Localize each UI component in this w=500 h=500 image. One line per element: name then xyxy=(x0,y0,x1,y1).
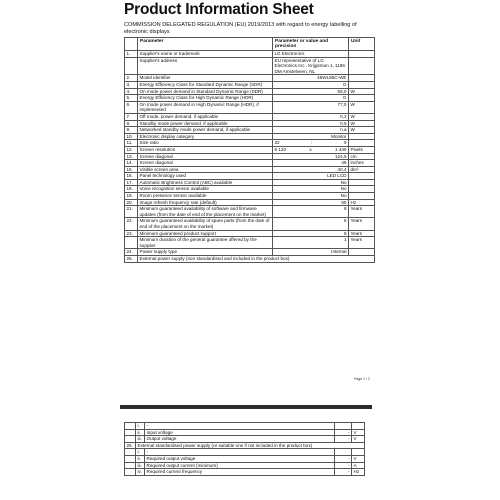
table-row xyxy=(125,95,375,102)
table-row xyxy=(125,423,365,430)
page-number: Page 1 / 2 xyxy=(354,377,370,381)
table-row xyxy=(125,436,365,443)
row-parameter: Minimum guaranteed product support xyxy=(138,230,273,237)
row-value: 77,0 xyxy=(273,101,349,113)
row-value: 1 xyxy=(273,237,349,249)
row-sub: ii. xyxy=(136,455,145,462)
row-value: EU representative of LG Electronics Inc., Krijgsman 1, 1186 DM Amstelveen, NL xyxy=(273,57,349,75)
row-number: 17. xyxy=(125,179,138,186)
row-parameter: Energy Efficiency Class for High Dynamic Range (HDR) xyxy=(138,95,273,102)
row-unit xyxy=(352,423,365,430)
row-unit: Hz xyxy=(352,469,365,476)
row-unit-val: - xyxy=(335,462,352,469)
row-number: 12. xyxy=(125,146,138,153)
row-parameter: Panel technology used xyxy=(138,173,273,180)
table-row xyxy=(125,133,375,140)
row-sub: iii. xyxy=(136,462,145,469)
table-row xyxy=(125,179,375,186)
row-unit: W xyxy=(349,120,375,127)
row-value: 0,5 xyxy=(273,120,349,127)
row-unit-val xyxy=(335,449,352,456)
row-number: 1. xyxy=(125,51,138,58)
row-unit xyxy=(349,57,375,75)
row-unit-val: - xyxy=(335,455,352,462)
row-parameter: Automatic Brightness Control (ABC) available xyxy=(138,179,273,186)
row-parameter: Supplier's address xyxy=(138,57,273,75)
row-param: Required output voltage xyxy=(145,455,335,462)
row-n xyxy=(125,455,136,462)
row-number: 22. xyxy=(125,218,138,230)
table-row xyxy=(125,81,375,88)
row-unit xyxy=(349,186,375,193)
row-value: LG Electronics xyxy=(273,51,349,58)
row-number: 5. xyxy=(125,95,138,102)
table-row xyxy=(125,173,375,180)
table-row xyxy=(125,75,375,82)
row-parameter: Room presence sensor available xyxy=(138,193,273,200)
table-row xyxy=(125,455,365,462)
row-value: 49 xyxy=(273,160,349,167)
row-number: 18. xyxy=(125,186,138,193)
row-unit: Years xyxy=(349,230,375,237)
row-number: 9. xyxy=(125,127,138,134)
row-value-part: : xyxy=(311,140,313,146)
row-unit: W xyxy=(349,127,375,134)
header-value: Parameter or value and precision xyxy=(273,38,349,51)
row-number: 21. xyxy=(125,206,138,218)
row-unit-val: - xyxy=(335,429,352,436)
row-value-part: 32 xyxy=(274,140,280,146)
row-number: 3. xyxy=(125,81,138,88)
row-value: Monitor xyxy=(273,133,349,140)
row-param: Output voltage xyxy=(145,436,335,443)
row-number: 20. xyxy=(125,199,138,206)
row-sub: iv. xyxy=(136,469,145,476)
table-row xyxy=(125,230,375,237)
row-value xyxy=(273,146,349,153)
row-unit-val: - xyxy=(335,469,352,476)
row-number: 23. xyxy=(125,230,138,237)
row-value: No xyxy=(273,193,349,200)
row-value xyxy=(273,140,349,147)
row-parameter: Model identifier xyxy=(138,75,273,82)
row-param: Required current frequency xyxy=(145,469,335,476)
row-value-part: 1 440 xyxy=(334,146,347,152)
row-param: Required output current (minimum) xyxy=(145,462,335,469)
row-value: 60 xyxy=(273,199,349,206)
row-value: 55,0 xyxy=(273,88,349,95)
row-number: 8. xyxy=(125,120,138,127)
row-unit xyxy=(349,249,375,256)
row-unit xyxy=(352,449,365,456)
row-unit-val xyxy=(335,423,352,430)
row-value: 0,3 xyxy=(273,113,349,120)
row-parameter: Minimum guaranteed availability of software and firmware updates (from the date of end of the placement on the market) xyxy=(138,206,273,218)
table-row xyxy=(125,153,375,160)
product-info-table xyxy=(124,37,375,263)
row-parameter: Electronic display category xyxy=(138,133,273,140)
row-n xyxy=(125,429,136,436)
row-value: 8 xyxy=(273,206,349,218)
table-body xyxy=(125,51,375,256)
row-value-part: x xyxy=(309,146,312,152)
row-unit xyxy=(349,75,375,82)
row-sub: ii. xyxy=(136,429,145,436)
page-title: Product Information Sheet xyxy=(124,1,314,18)
row-unit: Hz xyxy=(349,199,375,206)
row-parameter: On mode power demand in Standard Dynamic Range (SDR) xyxy=(138,88,273,95)
row-unit xyxy=(349,81,375,88)
row-parameter: Minimum guaranteed availability of spare parts (from the date of end of the placement on the market) xyxy=(138,218,273,230)
row-parameter: Voice recognition sensor available xyxy=(138,186,273,193)
row-n xyxy=(125,423,136,430)
row-parameter: Visible screen area xyxy=(138,166,273,173)
row-unit xyxy=(349,51,375,58)
row-param: - xyxy=(145,423,335,430)
table-row xyxy=(125,469,365,476)
row-value: 124,5 xyxy=(273,153,349,160)
row-number: 15. xyxy=(125,166,138,173)
table-row xyxy=(125,237,375,249)
row-number: 24. xyxy=(125,249,138,256)
row-param: - xyxy=(145,449,335,456)
table-row xyxy=(125,127,375,134)
row-unit: A xyxy=(352,462,365,469)
table-row xyxy=(125,120,375,127)
row-value: Internal xyxy=(273,249,349,256)
table-row xyxy=(125,199,375,206)
row-value: G xyxy=(273,81,349,88)
row-sub: iii. xyxy=(136,436,145,443)
table-row xyxy=(125,193,375,200)
row-parameter: External standardised power supply (or suitable one if not included in the product box) xyxy=(136,442,365,449)
row-sub: i. xyxy=(136,449,145,456)
header-parameter: Parameter xyxy=(138,38,273,51)
row-number: 7. xyxy=(125,113,138,120)
row-unit: dm² xyxy=(349,166,375,173)
row-unit: V xyxy=(352,455,365,462)
row-parameter: Energy Efficiency Class for Standard Dynamic Range (SDR) xyxy=(138,81,273,88)
row-n xyxy=(125,436,136,443)
page-divider xyxy=(120,405,372,409)
table-row xyxy=(125,57,375,75)
row-value: 45WL95C-WE xyxy=(273,75,349,82)
row-parameter: Standby mode power demand, if applicable xyxy=(138,120,273,127)
row-unit xyxy=(349,179,375,186)
row-unit: inches xyxy=(349,160,375,167)
table-row xyxy=(125,249,375,256)
row-value: No xyxy=(273,179,349,186)
table-row xyxy=(125,218,375,230)
row-parameter: Off mode, power demand, if applicable xyxy=(138,113,273,120)
row-parameter: Supplier's name or trademark xyxy=(138,51,273,58)
row-unit: W xyxy=(349,101,375,113)
row-number: 16. xyxy=(125,173,138,180)
table-row xyxy=(125,166,375,173)
row-unit xyxy=(349,133,375,140)
product-info-table-continued xyxy=(124,422,365,476)
regulation-subtitle: COMMISSION DELEGATED REGULATION (EU) 2019/2013 with regard to energy labelling of electronic displays xyxy=(124,22,357,35)
row-number: 25. xyxy=(125,256,138,263)
table-row xyxy=(125,140,375,147)
row-unit: Years xyxy=(349,206,375,218)
row-value: 8 xyxy=(273,218,349,230)
row-number: 2. xyxy=(125,75,138,82)
table-row xyxy=(125,113,375,120)
row-unit: V xyxy=(352,436,365,443)
row-value: 40,4 xyxy=(273,166,349,173)
table-row xyxy=(125,101,375,113)
row-unit: Years xyxy=(349,218,375,230)
row-number xyxy=(125,57,138,75)
row-unit: Pixels xyxy=(349,146,375,153)
row-number: 26. xyxy=(125,442,136,449)
row-number xyxy=(125,237,138,249)
row-parameter: Screen diagonal xyxy=(138,153,273,160)
table-row xyxy=(125,88,375,95)
row-unit: V xyxy=(352,429,365,436)
row-parameter: Networked standby mode power demand, if applicable xyxy=(138,127,273,134)
row-param: Input voltage xyxy=(145,429,335,436)
row-unit xyxy=(349,193,375,200)
table-row xyxy=(125,206,375,218)
table-row xyxy=(125,442,365,449)
table-row xyxy=(125,160,375,167)
row-value-part: 5 120 xyxy=(274,146,286,152)
row-parameter: Screen diagonal xyxy=(138,160,273,167)
row-value: No xyxy=(273,186,349,193)
row-parameter: Size ratio xyxy=(138,140,273,147)
row-unit: Years xyxy=(349,237,375,249)
row-parameter: Image refresh frequency rate (default) xyxy=(138,199,273,206)
table-row xyxy=(125,186,375,193)
row-number: 10. xyxy=(125,133,138,140)
row-parameter: Screen resolution xyxy=(138,146,273,153)
row-unit: W xyxy=(349,88,375,95)
row-n xyxy=(125,469,136,476)
table-row xyxy=(125,429,365,436)
header-index-cell xyxy=(125,38,138,51)
row-number: 11. xyxy=(125,140,138,147)
table-row xyxy=(125,51,375,58)
row-parameter: Power supply type xyxy=(138,249,273,256)
row-parameter: External power supply (non standardised and included in the product box) xyxy=(138,256,375,263)
row-parameter: Minimum duration of the general guarantee offered by the supplier xyxy=(138,237,273,249)
row-number: 4. xyxy=(125,88,138,95)
row-value-part: 9 xyxy=(343,140,347,146)
row-unit: W xyxy=(349,113,375,120)
row-n xyxy=(125,462,136,469)
row-parameter: On mode power demand in High Dynamic Range (HDR), if implemented xyxy=(138,101,273,113)
row-number: 14. xyxy=(125,160,138,167)
header-unit: Unit xyxy=(349,38,375,51)
table-row xyxy=(125,256,375,263)
table-body xyxy=(125,449,365,475)
row-unit xyxy=(349,173,375,180)
row-n xyxy=(125,449,136,456)
row-number: 19. xyxy=(125,193,138,200)
row-unit xyxy=(349,140,375,147)
table-row xyxy=(125,462,365,469)
table-body xyxy=(125,423,365,443)
row-number: 6. xyxy=(125,101,138,113)
table-header-row xyxy=(125,38,375,51)
row-value: n.a xyxy=(273,127,349,134)
row-value: LED LCD xyxy=(273,173,349,180)
row-sub: i. xyxy=(136,423,145,430)
row-number: 13. xyxy=(125,153,138,160)
row-unit-val: - xyxy=(335,436,352,443)
row-value: 8 xyxy=(273,230,349,237)
row-unit: cm xyxy=(349,153,375,160)
row-unit xyxy=(349,95,375,102)
row-value: G xyxy=(273,95,349,102)
table-row xyxy=(125,146,375,153)
table-row xyxy=(125,449,365,456)
